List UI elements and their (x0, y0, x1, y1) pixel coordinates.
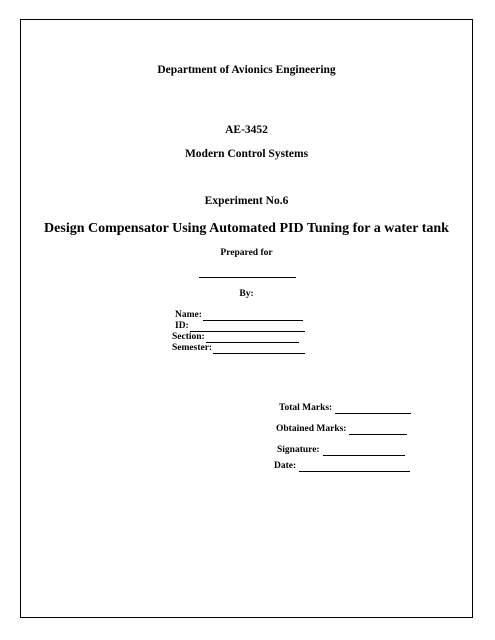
signature-field (277, 445, 405, 456)
prepared-for-line (199, 277, 296, 278)
semester-field (172, 343, 305, 354)
course-name: Modern Control Systems (184, 148, 309, 160)
prepared-for-label: Prepared for (220, 248, 273, 258)
date-field (274, 461, 410, 472)
course-code: AE-3452 (225, 124, 268, 136)
signature-label: Signature: (277, 445, 320, 455)
obtained-marks-label: Obtained Marks: (276, 424, 347, 434)
by-label: By: (239, 289, 254, 299)
semester-line (213, 343, 305, 354)
section-label: Section: (172, 332, 205, 342)
total-marks-label: Total Marks: (279, 403, 333, 413)
department-heading: Department of Avionics Engineering (157, 64, 336, 76)
name-label: Name: (175, 310, 202, 320)
date-line (299, 461, 410, 472)
id-label: ID: (175, 321, 189, 331)
semester-label: Semester: (172, 343, 213, 353)
signature-line (323, 445, 405, 456)
name-line (203, 310, 303, 321)
id-field (175, 321, 305, 332)
section-field (172, 332, 299, 343)
obtained-marks-line (349, 424, 407, 435)
total-marks-field (279, 403, 411, 414)
section-line (206, 332, 299, 343)
total-marks-line (335, 403, 411, 414)
experiment-number: Experiment No.6 (204, 195, 289, 207)
experiment-title: Design Compensator Using Automated PID Tuning for a water tank (44, 221, 449, 236)
name-field (175, 310, 303, 321)
obtained-marks-field (276, 424, 407, 435)
id-line (190, 321, 305, 332)
date-label: Date: (274, 461, 297, 471)
